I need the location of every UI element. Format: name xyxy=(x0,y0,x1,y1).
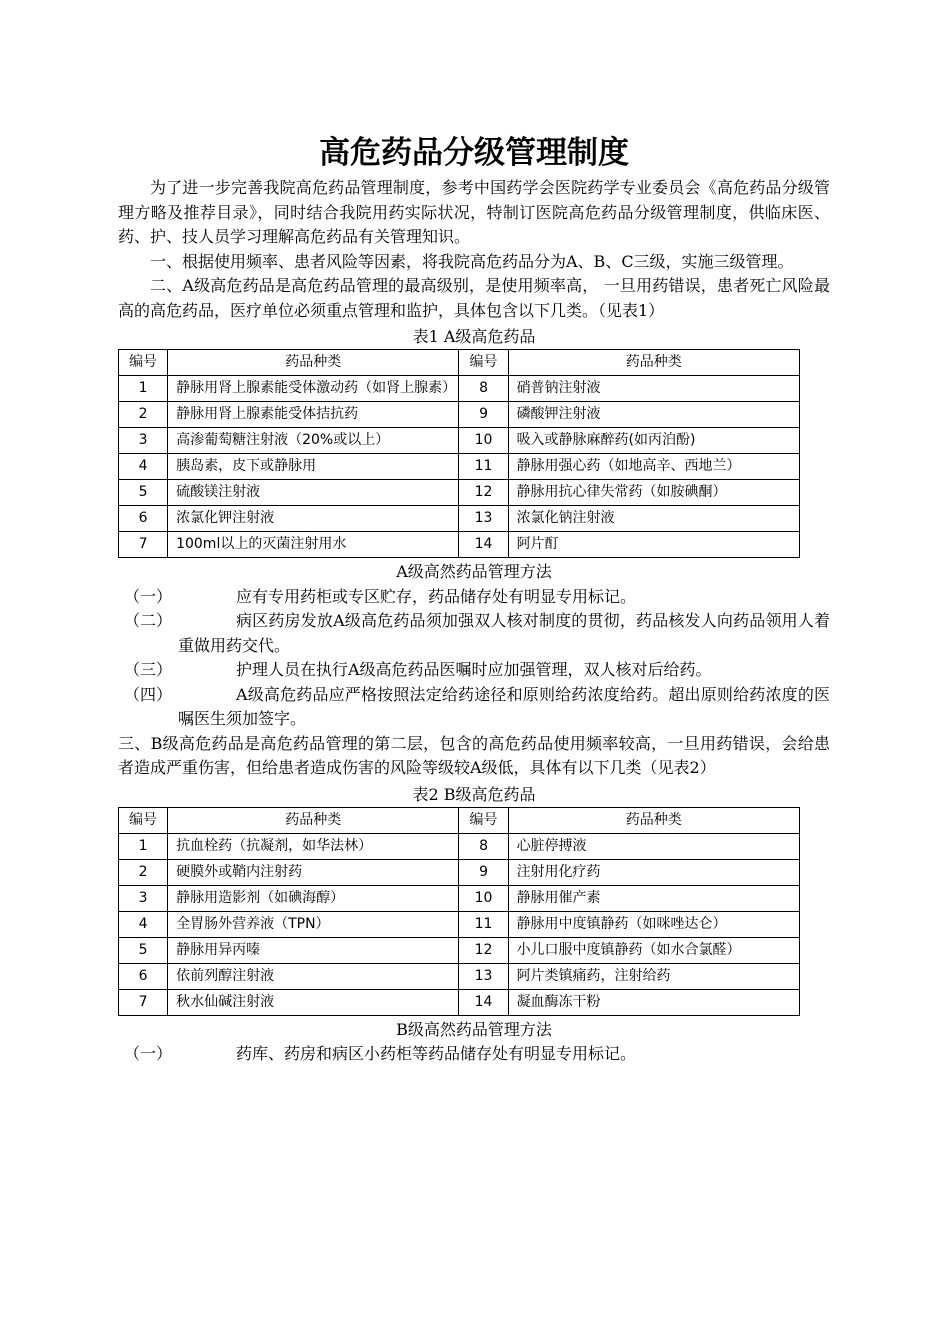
cell-number: 3 xyxy=(119,885,168,911)
document-title: 高危药品分级管理制度 xyxy=(319,135,629,171)
cell-category: 磷酸钾注射液 xyxy=(508,402,799,428)
cell-category: 静脉用抗心律失常药（如胺碘酮） xyxy=(508,480,799,506)
cell-category: 全胃肠外营养液（TPN） xyxy=(168,911,459,937)
table1-caption: 表1 A级高危药品 xyxy=(412,327,536,346)
method-item xyxy=(118,658,830,683)
cell-number: 12 xyxy=(459,480,508,506)
table-row xyxy=(119,833,800,859)
table-row xyxy=(119,480,800,506)
b-method-list xyxy=(118,1042,830,1067)
a-method-title: A级高然药品管理方法 xyxy=(396,562,552,581)
header-category: 药品种类 xyxy=(508,807,799,833)
cell-category: 硫酸镁注射液 xyxy=(168,480,459,506)
cell-category: 硬膜外或鞘内注射药 xyxy=(168,859,459,885)
cell-category: 静脉用中度镇静药（如咪唑达仑） xyxy=(508,911,799,937)
method-item xyxy=(118,609,830,658)
cell-category: 凝血酶冻干粉 xyxy=(508,989,799,1015)
table-a-body xyxy=(119,376,800,558)
method-item-text: 病区药房发放A级高危药品须加强双人核对制度的贯彻，药品核发人向药品领用人着重做用药交代。 xyxy=(178,611,830,655)
cell-number: 14 xyxy=(459,532,508,558)
a-method-list xyxy=(118,585,830,732)
cell-category: 100ml以上的灭菌注射用水 xyxy=(168,532,459,558)
cell-number: 13 xyxy=(459,506,508,532)
cell-number: 12 xyxy=(459,937,508,963)
cell-category: 静脉用造影剂（如碘海醇） xyxy=(168,885,459,911)
intro-paragraph: 为了进一步完善我院高危药品管理制度，参考中国药学会医院药学专业委员会《高危药品分级管理方略及推荐目录》，同时结合我院用药实际状况，特制订医院高危药品分级管理制度，供临床医、药、护、技人员学习理解高危药品有关管理知识。 xyxy=(118,178,830,246)
cell-number: 10 xyxy=(459,428,508,454)
cell-category: 阿片类镇痛药，注射给药 xyxy=(508,963,799,989)
table-row xyxy=(119,402,800,428)
cell-number: 3 xyxy=(119,428,168,454)
method-item-label: （一） xyxy=(124,586,173,606)
method-item xyxy=(118,683,830,732)
method-item-text: 药库、药房和病区小药柜等药品储存处有明显专用标记。 xyxy=(236,1044,637,1063)
paragraph-2: 二、A级高危药品是高危药品管理的最高级别，是使用频率高， 一旦用药错误，患者死亡风险最高的高危药品，医疗单位必须重点管理和监护，具体包含以下几类。（见表1） xyxy=(118,276,830,320)
table-row xyxy=(119,376,800,402)
cell-number: 7 xyxy=(119,532,168,558)
document-body xyxy=(118,130,830,1067)
table-row xyxy=(119,911,800,937)
cell-number: 14 xyxy=(459,989,508,1015)
table-b-drugs xyxy=(118,807,800,1016)
cell-category: 注射用化疗药 xyxy=(508,859,799,885)
cell-category: 静脉用强心药（如地高辛、西地兰） xyxy=(508,454,799,480)
method-item-label: （二） xyxy=(124,611,173,630)
method-item xyxy=(118,585,830,610)
cell-number: 6 xyxy=(119,506,168,532)
table-header-row xyxy=(119,807,800,833)
method-item-text: 护理人员在执行A级高危药品医嘱时应加强管理，双人核对后给药。 xyxy=(236,660,712,679)
header-category: 药品种类 xyxy=(168,807,459,833)
cell-number: 7 xyxy=(119,989,168,1015)
cell-category: 静脉用异丙嗪 xyxy=(168,937,459,963)
method-item-label: （三） xyxy=(124,660,173,679)
cell-category: 浓氯化钾注射液 xyxy=(168,506,459,532)
cell-number: 8 xyxy=(459,376,508,402)
cell-category: 高渗葡萄糖注射液（20%或以上） xyxy=(168,428,459,454)
cell-number: 4 xyxy=(119,454,168,480)
cell-number: 1 xyxy=(119,833,168,859)
table-row xyxy=(119,532,800,558)
header-category: 药品种类 xyxy=(168,350,459,376)
table-a-drugs xyxy=(118,349,800,558)
cell-category: 小儿口服中度镇静药（如水合氯醛） xyxy=(508,937,799,963)
table-row xyxy=(119,989,800,1015)
paragraph-3: 三、B级高危药品是高危药品管理的第二层，包含的高危药品使用频率较高，一旦用药错误，会给患者造成严重伤害，但给患者造成伤害的风险等级较A级低，具体有以下几类（见表2） xyxy=(118,733,830,777)
cell-category: 抗血栓药（抗凝剂，如华法林） xyxy=(168,833,459,859)
cell-number: 9 xyxy=(459,402,508,428)
cell-number: 11 xyxy=(459,911,508,937)
cell-number: 10 xyxy=(459,885,508,911)
cell-number: 1 xyxy=(119,376,168,402)
cell-category: 依前列醇注射液 xyxy=(168,963,459,989)
cell-number: 4 xyxy=(119,911,168,937)
method-item xyxy=(118,1042,830,1067)
table-row xyxy=(119,506,800,532)
cell-category: 静脉用肾上腺素能受体拮抗药 xyxy=(168,402,459,428)
header-number: 编号 xyxy=(459,807,508,833)
cell-category: 秋水仙碱注射液 xyxy=(168,989,459,1015)
header-number: 编号 xyxy=(459,350,508,376)
table-row xyxy=(119,859,800,885)
cell-number: 11 xyxy=(459,454,508,480)
b-method-title: B级高然药品管理方法 xyxy=(396,1019,552,1039)
cell-category: 吸入或静脉麻醉药(如丙泊酚) xyxy=(508,428,799,454)
cell-number: 8 xyxy=(459,833,508,859)
method-item-label: （一） xyxy=(124,1044,173,1063)
cell-category: 硝普钠注射液 xyxy=(508,376,799,402)
table-header-row xyxy=(119,350,800,376)
cell-number: 13 xyxy=(459,963,508,989)
header-category: 药品种类 xyxy=(508,350,799,376)
cell-category: 浓氯化钠注射液 xyxy=(508,506,799,532)
method-item-text: A级高危药品应严格按照法定给药途径和原则给药浓度给药。超出原则给药浓度的医嘱医生须加签字。 xyxy=(178,684,830,728)
cell-number: 6 xyxy=(119,963,168,989)
cell-category: 胰岛素，皮下或静脉用 xyxy=(168,454,459,480)
cell-number: 9 xyxy=(459,859,508,885)
cell-category: 静脉用催产素 xyxy=(508,885,799,911)
table-row xyxy=(119,428,800,454)
header-number: 编号 xyxy=(119,350,168,376)
cell-number: 2 xyxy=(119,402,168,428)
cell-number: 5 xyxy=(119,480,168,506)
table2-caption: 表2 B级高危药品 xyxy=(412,784,536,804)
cell-number: 2 xyxy=(119,859,168,885)
cell-number: 5 xyxy=(119,937,168,963)
cell-category: 静脉用肾上腺素能受体激动药（如肾上腺素） xyxy=(168,376,459,402)
table-row xyxy=(119,454,800,480)
table-row xyxy=(119,937,800,963)
paragraph-1: 一、根据使用频率、患者风险等因素，将我院高危药品分为A、B、C三级，实施三级管理。 xyxy=(150,251,794,271)
method-item-label: （四） xyxy=(124,684,173,704)
cell-category: 阿片酊 xyxy=(508,532,799,558)
cell-category: 心脏停搏液 xyxy=(508,833,799,859)
table-row xyxy=(119,885,800,911)
header-number: 编号 xyxy=(119,807,168,833)
table-row xyxy=(119,963,800,989)
method-item-text: 应有专用药柜或专区贮存，药品储存处有明显专用标记。 xyxy=(236,586,637,606)
table-b-body xyxy=(119,833,800,1015)
